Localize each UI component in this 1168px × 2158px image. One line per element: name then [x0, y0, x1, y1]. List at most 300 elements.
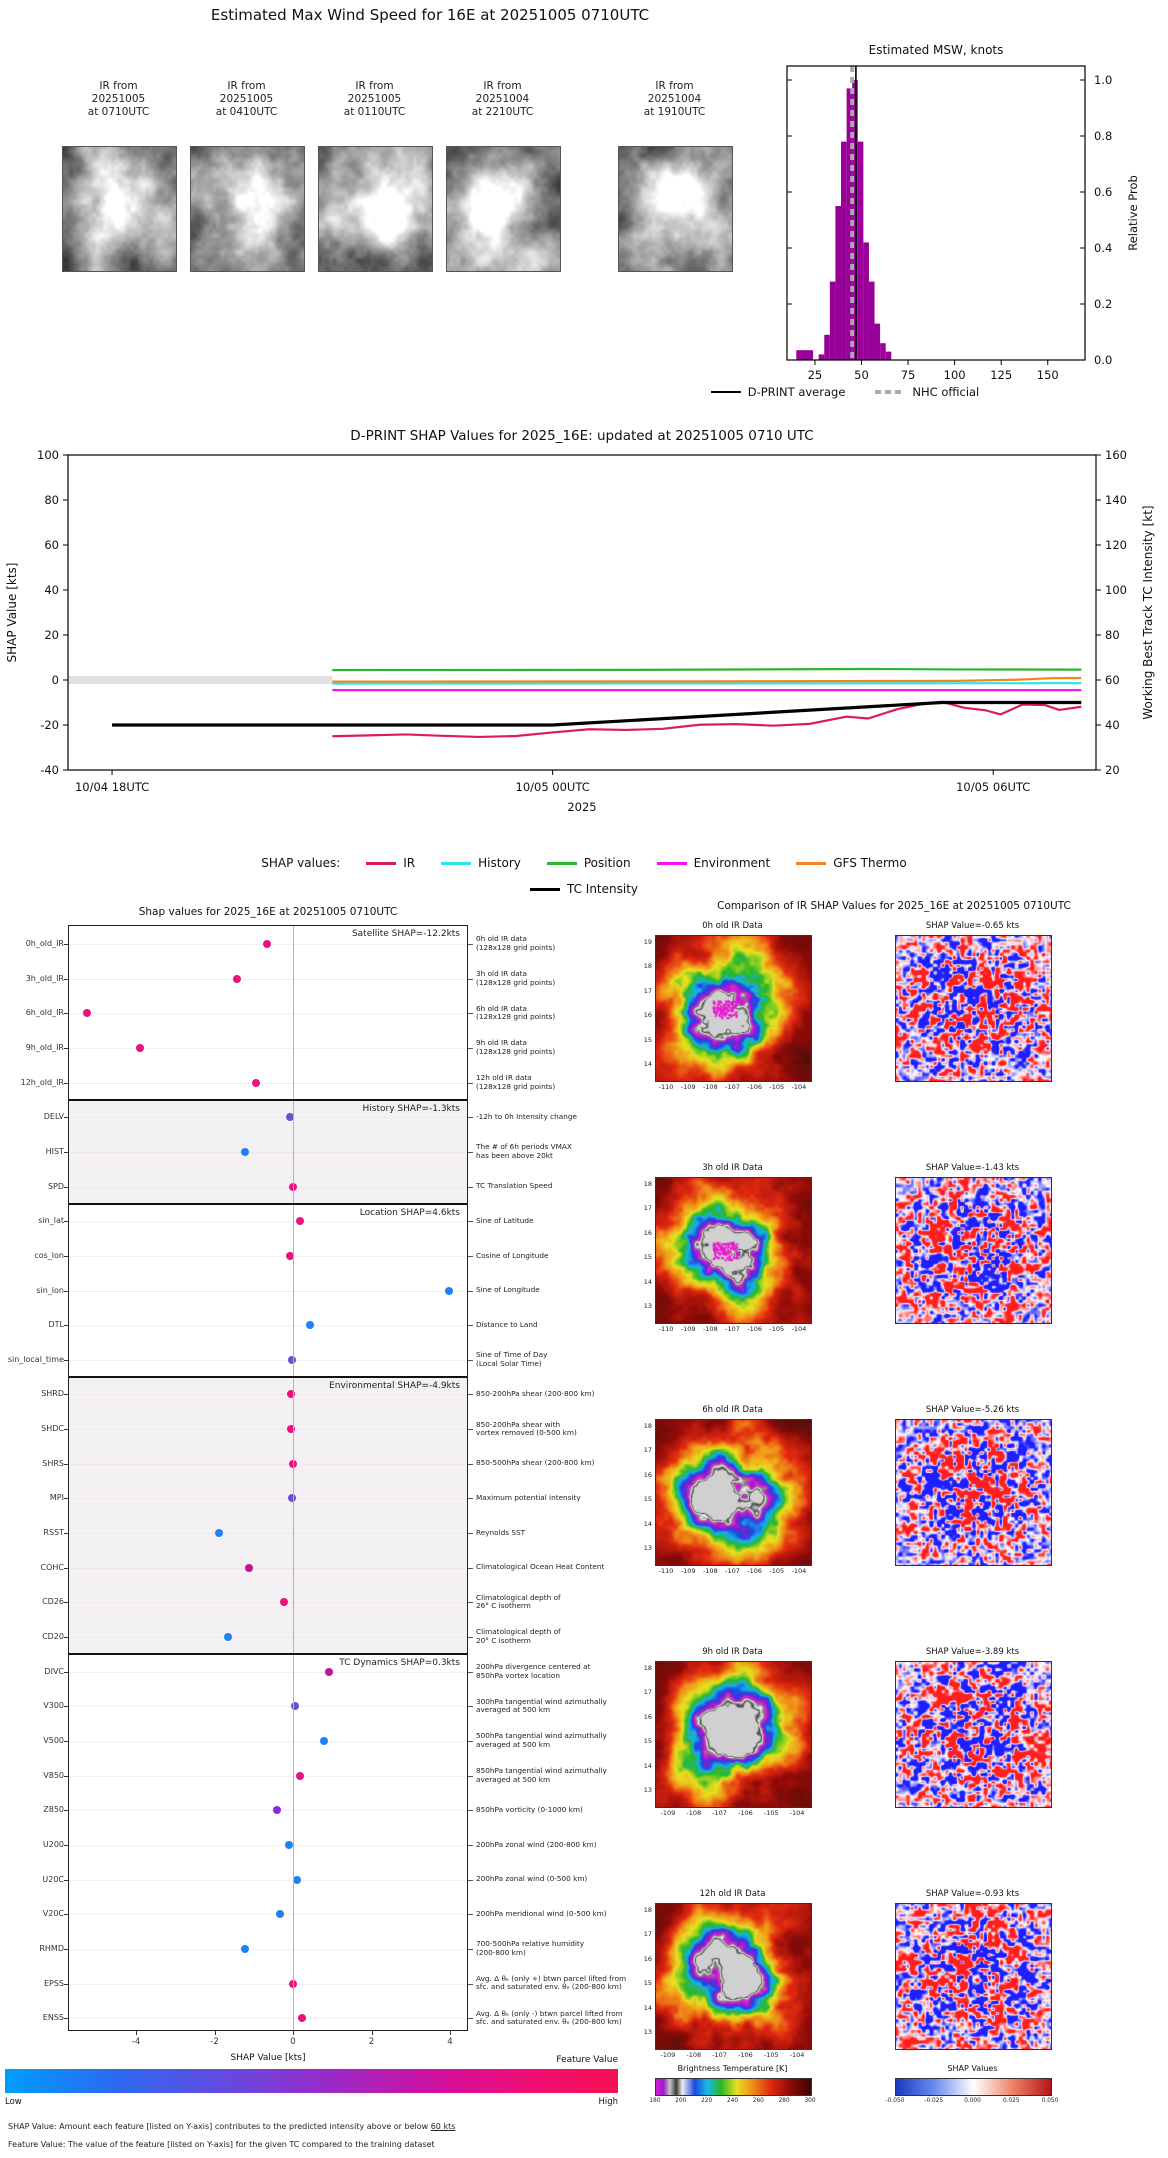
- lon-tick-label: -107: [725, 1083, 740, 1091]
- colorbar-low-label: Low: [5, 2097, 22, 2107]
- feature-desc-MPI: Maximum potential intensity: [476, 1493, 581, 1503]
- shap-row-title: SHAP Value=-0.65 kts: [925, 921, 1020, 931]
- histogram-xtick: 150: [1036, 368, 1059, 382]
- plot-frame: [68, 925, 468, 2031]
- feature-desc-SHDC: 850-200hPa shear with vortex removed (0-500 km): [476, 1419, 577, 1438]
- feature-desc-Z850: 850hPa vorticity (0-1000 km): [476, 1804, 583, 1814]
- desc-tick-mark: [468, 1083, 473, 1084]
- ir-data-image: [655, 1903, 812, 2050]
- lon-tick-label: -106: [747, 1325, 763, 1333]
- feature-desc-HIST: The # of 6h periods VMAX has been above 20kt: [476, 1142, 572, 1160]
- feature-desc-U200: 200hPa zonal wind (200-800 km): [476, 1839, 597, 1849]
- bt-colorbar-title: Brightness Temperature [K]: [677, 2064, 788, 2073]
- histogram-ytick: 0.2: [1094, 297, 1113, 311]
- lon-tick-label: -108: [702, 1567, 718, 1575]
- lat-tick-label: 15: [643, 1035, 652, 1044]
- desc-tick-mark: [468, 1984, 473, 1985]
- feature-desc-DELV: -12h to 0h Intensity change: [476, 1111, 578, 1121]
- lon-tick-label: -110: [658, 1325, 674, 1333]
- lat-tick-label: 18: [643, 962, 652, 971]
- lon-tick-label: -104: [791, 1083, 807, 1091]
- timeline-xtick: 10/05 06UTC: [956, 780, 1031, 794]
- shap-row-title: SHAP Value=-0.93 kts: [925, 1889, 1020, 1899]
- desc-tick-mark: [468, 1256, 473, 1257]
- feature-desc-DTL: Distance to Land: [476, 1319, 538, 1329]
- desc-tick-mark: [468, 1291, 473, 1292]
- section-header: Satellite SHAP=-12.2kts: [351, 929, 460, 939]
- feature-desc-CD26: Climatological depth of 26° C isotherm: [476, 1592, 561, 1611]
- feature-ylabel-9h_old_IR: 9h_old_IR: [25, 1042, 64, 1052]
- left-ytick: 0: [51, 673, 59, 687]
- shap-colorbar-tick: 0.000: [964, 2098, 981, 2104]
- lon-tick-label: -106: [738, 1809, 753, 1817]
- section-header: Environmental SHAP=-4.9kts: [329, 1381, 460, 1392]
- desc-tick-mark: [468, 1187, 473, 1188]
- msw-histogram: [540, 38, 1168, 418]
- lat-tick-label: 17: [643, 986, 652, 995]
- feature-desc-SHRS: 850-500hPa shear (200-800 km): [476, 1458, 595, 1468]
- series-tc-intensity: [112, 703, 1081, 726]
- legend-item-position: Position: [547, 856, 631, 870]
- left-ytick: 60: [44, 538, 59, 552]
- lon-tick-label: -110: [658, 1083, 674, 1091]
- ir-row-title: 3h old IR Data: [702, 1163, 763, 1173]
- desc-tick-mark: [468, 1949, 473, 1950]
- colorbar-high-label: High: [598, 2097, 618, 2107]
- series-position: [332, 669, 1081, 670]
- series-gfs-thermo: [332, 678, 1081, 682]
- lon-tick-label: -106: [738, 2051, 753, 2059]
- feature-ylabel-U200: U200: [42, 1839, 64, 1849]
- desc-tick-mark: [468, 1325, 473, 1326]
- shap-colorbar-tick: -0.025: [924, 2098, 944, 2104]
- feature-ylabel-CD26: CD26: [42, 1597, 64, 1607]
- feature-ylabel-SHRS: SHRS: [42, 1458, 64, 1468]
- feature-desc-V20C: 200hPa meridional wind (0-500 km): [476, 1908, 607, 1918]
- dashed-line-swatch: [875, 390, 905, 394]
- timeline-title: D-PRINT SHAP Values for 2025_16E: updated at 20251005 0710 UTC: [350, 428, 814, 444]
- histogram-legend: [545, 385, 1145, 399]
- desc-tick-mark: [468, 1152, 473, 1153]
- feature-ylabel-HIST: HIST: [45, 1146, 64, 1156]
- lat-tick-label: 18: [643, 1180, 652, 1188]
- feature-ylabel-sin_lat: sin_lat: [38, 1216, 64, 1226]
- lon-tick-label: -105: [769, 1083, 785, 1091]
- lat-tick-label: 16: [643, 1712, 652, 1721]
- shap-map-image: [895, 1903, 1052, 2050]
- histogram-bar: [863, 242, 869, 360]
- feature-ylabel-U20C: U20C: [42, 1874, 64, 1884]
- desc-tick-mark: [468, 1013, 473, 1014]
- feature-ylabel-12h_old_IR: 12h_old_IR: [20, 1077, 64, 1087]
- lat-tick-label: 18: [643, 1906, 652, 1914]
- ir-row-title: 0h old IR Data: [702, 921, 763, 931]
- lon-tick-label: -106: [747, 1567, 763, 1575]
- xtick-mark: [136, 2031, 137, 2035]
- ir-thumbnail-image: [62, 146, 177, 272]
- histogram-ytick: 1.0: [1094, 73, 1113, 87]
- bt-colorbar-tick: 260: [752, 2098, 764, 2104]
- feature-ylabel-DELV: DELV: [43, 1112, 64, 1122]
- left-ytick: 100: [37, 448, 59, 462]
- solid-line-swatch: [711, 391, 741, 394]
- bt-colorbar-tick: 220: [701, 2098, 713, 2104]
- lon-tick-label: -105: [763, 2051, 779, 2059]
- right-ytick: 80: [1105, 628, 1120, 642]
- lon-tick-label: -110: [658, 1567, 674, 1575]
- feature-ylabel-SPD: SPD: [47, 1181, 64, 1191]
- timeline-legend-row2: [0, 882, 1168, 896]
- ir-shap-comparison-panel: [620, 895, 1168, 2158]
- feature-ylabel-V500: V500: [43, 1735, 64, 1745]
- histogram-ytick: 0.4: [1094, 241, 1113, 255]
- section-header: TC Dynamics SHAP=0.3kts: [339, 1658, 460, 1669]
- desc-tick-mark: [468, 1880, 473, 1881]
- lat-tick-label: 14: [643, 1060, 652, 1068]
- feature-ylabel-DIVC: DIVC: [44, 1666, 64, 1676]
- legend-item-gfs-thermo: GFS Thermo: [796, 856, 907, 870]
- desc-tick-mark: [468, 1394, 473, 1395]
- lat-tick-label: 14: [643, 1519, 652, 1528]
- lat-tick-label: 16: [643, 1470, 652, 1479]
- desc-tick-mark: [468, 1117, 473, 1118]
- shap-map-image: [895, 1661, 1052, 1808]
- shap-colorbar: [895, 2078, 1052, 2096]
- ir-row-title: 9h old IR Data: [702, 1647, 763, 1657]
- histogram-bar: [880, 343, 886, 360]
- xtick-label: -4: [131, 2037, 141, 2047]
- xtick-label: 0: [290, 2037, 296, 2047]
- feature-ylabel-0h_old_IR: 0h_old_IR: [25, 939, 64, 948]
- feature-desc-V300: 300hPa tangential wind azimuthally averaged at 500 km: [476, 1696, 607, 1715]
- lon-tick-label: -105: [769, 1567, 785, 1575]
- feature-ylabel-ENSS: ENSS: [42, 2013, 64, 2023]
- lat-tick-label: 14: [643, 1277, 652, 1286]
- lat-tick-label: 15: [643, 1979, 652, 1988]
- line-swatch: [366, 862, 396, 865]
- feature-desc-ENSS: Avg. Δ θₑ (only -) btwn parcel lifted from sfc. and saturated env. θₑ (200-800 km): [476, 2008, 623, 2027]
- histogram-bar: [830, 282, 836, 360]
- feature-desc-9h_old_IR: 9h old IR data (128x128 grid points): [476, 1038, 556, 1056]
- histogram-xtick: 75: [900, 368, 916, 382]
- lat-tick-label: 17: [643, 1688, 652, 1697]
- lat-tick-label: 18: [643, 1422, 652, 1430]
- feature-desc-sin_lon: Sine of Longitude: [476, 1285, 540, 1295]
- lon-tick-label: -107: [725, 1325, 740, 1333]
- desc-tick-mark: [468, 1845, 473, 1846]
- lat-tick-label: 15: [643, 1737, 652, 1746]
- comparison-title: Comparison of IR SHAP Values for 2025_16E at 20251005 0710UTC: [717, 900, 1071, 912]
- ir-data-image: [655, 1661, 812, 1808]
- histogram-bar: [886, 352, 892, 360]
- left-ytick: 20: [44, 628, 59, 642]
- histogram-bar: [824, 335, 830, 360]
- feature-desc-0h_old_IR: 0h old IR data (128x128 grid points): [476, 934, 556, 952]
- feature-desc-sin_lat: Sine of Latitude: [476, 1215, 534, 1225]
- lon-tick-label: -104: [789, 2051, 805, 2059]
- lat-tick-label: 17: [643, 1930, 652, 1939]
- lat-tick-label: 17: [643, 1446, 652, 1455]
- feature-ylabel-sin_lon: sin_lon: [36, 1285, 64, 1295]
- left-ytick: -40: [40, 763, 59, 777]
- lat-tick-label: 19: [643, 938, 652, 946]
- timeline-ylabel-right: Working Best Track TC Intensity [kt]: [1141, 505, 1155, 720]
- baseline-band: [68, 676, 332, 684]
- lat-tick-label: 13: [643, 1544, 652, 1552]
- feature-desc-sin_local_time: Sine of Time of Day (Local Solar Time): [476, 1350, 548, 1368]
- desc-tick-mark: [468, 1221, 473, 1222]
- feature-ylabel-SHRD: SHRD: [41, 1389, 64, 1399]
- histogram-bar: [819, 354, 825, 360]
- feature-ylabel-Z850: Z850: [43, 1805, 64, 1815]
- desc-tick-mark: [468, 1429, 473, 1430]
- desc-tick-mark: [468, 1464, 473, 1465]
- feature-plot-title: Shap values for 2025_16E at 20251005 0710UTC: [138, 906, 398, 918]
- desc-tick-mark: [468, 1776, 473, 1777]
- feature-ylabel-3h_old_IR: 3h_old_IR: [25, 973, 64, 983]
- lon-tick-label: -107: [725, 1567, 740, 1575]
- feature-ylabel-SHDC: SHDC: [41, 1424, 64, 1434]
- feature-desc-V850: 850hPa tangential wind azimuthally averaged at 500 km: [476, 1766, 607, 1784]
- desc-tick-mark: [468, 1741, 473, 1742]
- lon-tick-label: -105: [763, 1809, 779, 1817]
- lat-tick-label: 13: [643, 1786, 652, 1794]
- desc-tick-mark: [468, 1360, 473, 1361]
- feature-ylabel-sin_local_time: sin_local_time: [7, 1354, 64, 1364]
- xtick-mark: [450, 2031, 451, 2035]
- feature-ylabel-V850: V850: [43, 1770, 64, 1780]
- ir-thumbnail-0h: [62, 80, 175, 124]
- desc-tick-mark: [468, 1498, 473, 1499]
- ir-thumbnail-6h: [318, 80, 431, 124]
- lon-tick-label: -108: [702, 1325, 718, 1333]
- histogram-ytick: 0.8: [1094, 129, 1113, 143]
- feature-ylabel-COHC: COHC: [40, 1562, 64, 1572]
- feature-desc-RSST: Reynolds SST: [476, 1527, 526, 1537]
- lon-tick-label: -109: [680, 1083, 696, 1091]
- feature-ylabel-MPI: MPI: [49, 1493, 64, 1503]
- histogram-xtick: 50: [854, 368, 869, 382]
- section-header: Location SHAP=4.6kts: [359, 1207, 460, 1218]
- line-swatch: [530, 888, 560, 891]
- bt-colorbar-tick: 300: [804, 2098, 816, 2104]
- histogram-bar: [796, 350, 813, 360]
- lat-tick-label: 13: [643, 1302, 652, 1310]
- page-title: Estimated Max Wind Speed for 16E at 20251005 0710UTC: [210, 6, 650, 24]
- feature-desc-RHMD: 700-500hPa relative humidity (200-800 km): [476, 1939, 585, 1957]
- shap-map-image: [895, 1177, 1052, 1324]
- lon-tick-label: -104: [789, 1809, 805, 1817]
- feature-ylabel-DTL: DTL: [48, 1320, 64, 1330]
- ir-thumbnail-3h: [190, 80, 303, 124]
- feature-ylabel-cos_lon: cos_lon: [34, 1250, 64, 1260]
- histogram-bar: [841, 142, 847, 360]
- xtick-label: -2: [210, 2037, 219, 2047]
- feature-value-footnote: Feature Value: The value of the feature [listed on Y-axis] for the given TC compared to the training dataset: [8, 2140, 435, 2149]
- right-ytick: 120: [1105, 538, 1127, 552]
- right-ytick: 160: [1105, 448, 1127, 462]
- shap-map-image: [895, 935, 1052, 1082]
- shap-map-image: [895, 1419, 1052, 1566]
- ir-thumbnail-label: IR from 20251005 at 0410UTC: [215, 80, 278, 118]
- histogram-xtick: 125: [990, 368, 1013, 382]
- feature-ylabel-6h_old_IR: 6h_old_IR: [25, 1008, 64, 1018]
- section-header: History SHAP=-1.3kts: [362, 1103, 460, 1114]
- shap-colorbar-tick: -0.050: [885, 2098, 905, 2104]
- line-swatch: [441, 862, 471, 865]
- line-swatch: [657, 862, 687, 865]
- legend-item-history: History: [441, 856, 521, 870]
- lon-tick-label: -107: [712, 2051, 727, 2059]
- feature-ylabel-EPSS: EPSS: [43, 1978, 64, 1988]
- feature-ylabel-RHMD: RHMD: [39, 1943, 64, 1953]
- desc-tick-mark: [468, 1672, 473, 1673]
- right-ytick: 100: [1105, 583, 1127, 597]
- left-ytick: 80: [44, 493, 59, 507]
- ir-data-image: [655, 935, 812, 1082]
- histogram-xtick: 100: [943, 368, 966, 382]
- shap-row-title: SHAP Value=-5.26 kts: [925, 1405, 1020, 1415]
- lon-tick-label: -105: [769, 1325, 785, 1333]
- ir-thumbnail-image: [190, 146, 305, 272]
- feature-desc-CD20: Climatological depth of 20° C isotherm: [476, 1627, 561, 1645]
- ir-thumbnail-label: IR from 20251004 at 2210UTC: [471, 80, 534, 118]
- xtick-mark: [293, 2031, 294, 2035]
- feature-value-label: Feature Value: [556, 2055, 618, 2065]
- lon-tick-label: -104: [791, 1567, 807, 1575]
- feature-ylabel-RSST: RSST: [43, 1528, 64, 1538]
- ir-thumbnail-label: IR from 20251004 at 1910UTC: [643, 80, 706, 118]
- lon-tick-label: -109: [680, 1325, 696, 1333]
- lon-tick-label: -109: [660, 1809, 676, 1817]
- xtick-mark: [215, 2031, 216, 2035]
- ir-thumbnail-image: [318, 146, 433, 272]
- feature-shap-plot: [0, 900, 640, 2063]
- histogram-xtick: 25: [807, 368, 823, 382]
- feature-desc-SPD: TC Translation Speed: [476, 1181, 553, 1191]
- lon-tick-label: -104: [791, 1325, 807, 1333]
- histogram-ytick: 0.0: [1094, 353, 1113, 367]
- lat-tick-label: 16: [643, 1228, 652, 1237]
- histogram-bar: [875, 324, 881, 360]
- right-ytick: 20: [1105, 763, 1120, 777]
- feature-desc-V500: 500hPa tangential wind azimuthally averaged at 500 km: [476, 1731, 607, 1749]
- right-ytick: 60: [1105, 673, 1120, 687]
- right-ytick: 40: [1105, 718, 1120, 732]
- desc-tick-mark: [468, 1602, 473, 1603]
- legend-item-ir: IR: [366, 856, 415, 870]
- timeline-xtick: 10/04 18UTC: [74, 780, 150, 794]
- legend-item-tc-intensity: TC Intensity: [530, 882, 638, 896]
- ir-row-title: 6h old IR Data: [702, 1405, 763, 1415]
- x-axis-year-label: 2025: [567, 800, 597, 814]
- legend-dprint-average: D-PRINT average: [711, 385, 846, 399]
- legend-item-environment: Environment: [657, 856, 771, 870]
- bt-colorbar-tick: 240: [726, 2098, 739, 2104]
- lat-tick-label: 15: [643, 1495, 652, 1504]
- histogram-bar: [869, 282, 875, 360]
- feature-ylabel-CD20: CD20: [42, 1632, 64, 1641]
- legend-nhc-official: NHC official: [875, 385, 979, 399]
- shap-row-title: SHAP Value=-3.89 kts: [925, 1647, 1020, 1657]
- lat-tick-label: 14: [643, 1761, 652, 1770]
- lat-tick-label: 16: [643, 1011, 652, 1020]
- histogram-bar: [835, 206, 841, 360]
- feature-value-colorbar: [5, 2069, 618, 2093]
- histogram-bar: [858, 142, 864, 360]
- histogram-ytick: 0.6: [1094, 185, 1113, 199]
- bt-colorbar-tick: 180: [649, 2098, 661, 2104]
- feature-desc-cos_lon: Cosine of Longitude: [476, 1250, 549, 1260]
- lat-tick-label: 15: [643, 1253, 652, 1262]
- lon-tick-label: -108: [686, 1809, 702, 1817]
- left-ytick: 40: [44, 583, 59, 597]
- desc-tick-mark: [468, 1914, 473, 1915]
- desc-tick-mark: [468, 1533, 473, 1534]
- x-axis-label: SHAP Value [kts]: [230, 2053, 306, 2063]
- lat-tick-label: 18: [643, 1664, 652, 1672]
- feature-desc-EPSS: Avg. Δ θₑ (only +) btwn parcel lifted from sfc. and saturated env. θₑ (200-800 km): [476, 1973, 627, 1992]
- ir-thumbnail-label: IR from 20251005 at 0710UTC: [87, 80, 150, 118]
- desc-tick-mark: [468, 1568, 473, 1569]
- timeline-legend-row1: [0, 856, 1168, 870]
- desc-tick-mark: [468, 2018, 473, 2019]
- feature-desc-SHRD: 850-200hPa shear (200-800 km): [476, 1389, 595, 1399]
- legend-title: SHAP values:: [261, 856, 341, 870]
- shap-colorbar-tick: 0.050: [1041, 2098, 1059, 2104]
- line-swatch: [796, 862, 826, 865]
- desc-tick-mark: [468, 1810, 473, 1811]
- lat-tick-label: 14: [643, 2003, 652, 2012]
- lon-tick-label: -108: [702, 1083, 718, 1091]
- lon-tick-label: -109: [660, 2051, 676, 2059]
- bt-colorbar-tick: 280: [778, 2098, 790, 2104]
- shap-colorbar-title: SHAP Values: [947, 2064, 998, 2073]
- shap-row-title: SHAP Value=-1.43 kts: [925, 1163, 1020, 1173]
- desc-tick-mark: [468, 1706, 473, 1707]
- feature-desc-12h_old_IR: 12h old IR data (128x128 grid points): [476, 1073, 556, 1091]
- desc-tick-mark: [468, 979, 473, 980]
- bt-colorbar-tick: 200: [675, 2098, 687, 2104]
- shap-colorbar-tick: 0.025: [1002, 2098, 1020, 2104]
- lat-tick-label: 13: [643, 2028, 652, 2036]
- feature-ylabel-V300: V300: [43, 1701, 64, 1711]
- ir-data-image: [655, 1177, 812, 1324]
- desc-tick-mark: [468, 944, 473, 945]
- line-swatch: [547, 862, 577, 865]
- lat-tick-label: 17: [643, 1204, 652, 1213]
- feature-ylabel-V20C: V20C: [42, 1909, 64, 1919]
- ir-row-title: 12h old IR Data: [699, 1889, 766, 1899]
- right-ytick: 140: [1105, 493, 1127, 507]
- lon-tick-label: -106: [747, 1083, 763, 1091]
- left-ytick: -20: [40, 718, 59, 732]
- series-ir: [332, 702, 1081, 737]
- feature-desc-COHC: Climatological Ocean Heat Content: [476, 1562, 605, 1572]
- feature-desc-DIVC: 200hPa divergence centered at 850hPa vortex location: [476, 1662, 591, 1680]
- lon-tick-label: -108: [686, 2051, 702, 2059]
- ir-thumbnail-label: IR from 20251005 at 0110UTC: [343, 80, 406, 118]
- desc-tick-mark: [468, 1637, 473, 1638]
- xtick-mark: [372, 2031, 373, 2035]
- feature-plot-footer: [0, 2050, 648, 2158]
- feature-desc-3h_old_IR: 3h old IR data (128x128 grid points): [476, 969, 556, 987]
- shap-timeline-chart: [0, 428, 1168, 796]
- histogram-ylabel: Relative Prob: [1126, 175, 1140, 251]
- xtick-label: 4: [447, 2037, 453, 2047]
- desc-tick-mark: [468, 1048, 473, 1049]
- timeline-xtick: 10/05 00UTC: [515, 780, 590, 794]
